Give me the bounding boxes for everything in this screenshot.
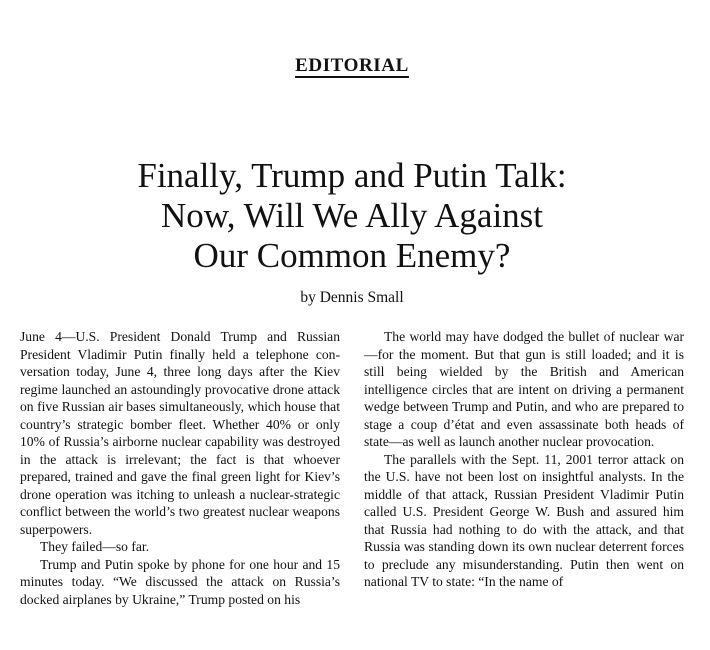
paragraph: June 4—U.S. President Donald Trump and Russian President Vladimir Putin finally held a telephone conversation today, June 4, three long days after the Kiev regime launched an astoundingly provocative drone attack on five Russian air bases simultaneously, which house that country’s strategic bomber fleet. Whether 40% or only 10% of Russia’s airborne nuclear capability was destroyed in the attack is irrelevant; the fact is that whoever prepared, trained and gave the final green light for Kiev’s drone operation was itching to unleash a nuclear-strategic conflict between the world’s two greatest nuclear weapons superpowers.	[20, 329, 340, 537]
paragraph: Trump and Putin spoke by phone for one hour and 15 minutes today. “We discussed the attack on Russia’s docked airplanes by Ukraine,” Trump posted on his	[20, 556, 340, 607]
paragraph: They failed—so far.	[40, 539, 150, 554]
paragraph: The world may have dodged the bullet of nuclear war—for the moment. But that gun is still loaded; and it is still being wielded by the British and American intelligence circles that are intent on driving a permanent wedge between Trump and Putin, and who are prepared to stage a coup d’état and even assassinate both heads of state—as well as launch another nuclear provocation.	[364, 329, 684, 449]
headline-line-1: Finally, Trump and Putin Talk:	[137, 156, 567, 195]
article-column-left	[20, 328, 340, 607]
paragraph: The parallels with the Sept. 11, 2001 terror attack on the U.S. have not been lost on insightful analysts. In the middle of that attack, Russian President Vladimir Putin called U.S. President George W. Bush and assured him that Russia had nothing to do with the attack, and that Russia was standing down its own nuclear deterrent forces to preclude any misunderstanding. Putin then went on national TV to state: “In the name of	[364, 451, 684, 589]
section-label-text: EDITORIAL	[295, 55, 409, 76]
headline-line-3: Our Common Enemy?	[193, 236, 511, 275]
article-column-right	[364, 328, 684, 594]
section-label	[0, 55, 704, 77]
byline: by Dennis Small	[300, 289, 404, 306]
headline-line-2: Now, Will We Ally Against	[160, 196, 544, 235]
headline	[0, 156, 704, 276]
